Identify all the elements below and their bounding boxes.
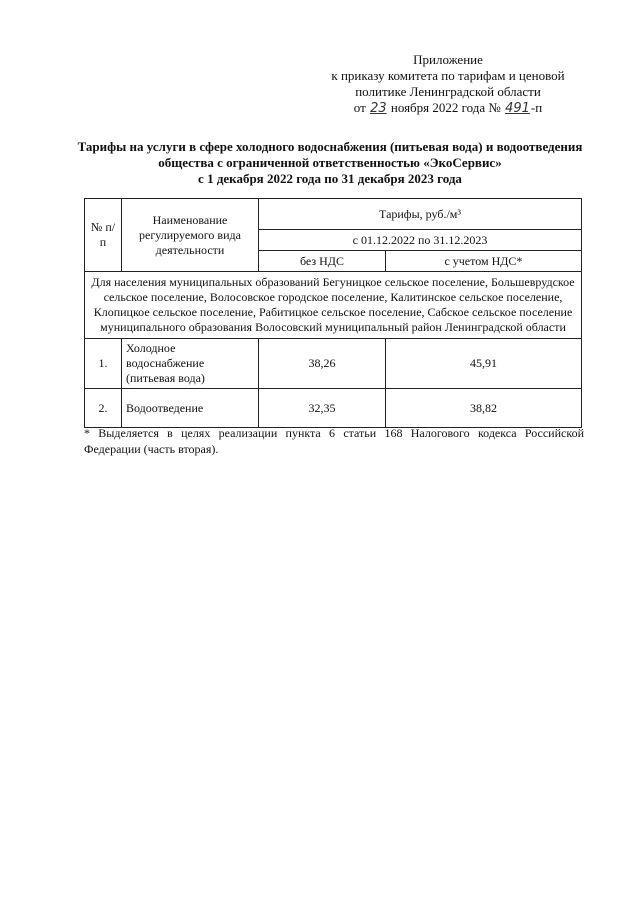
row-no-vat: 32,35 xyxy=(259,389,386,428)
header-no-vat: без НДС xyxy=(259,251,386,272)
header-tariffs: Тарифы, руб./м³ xyxy=(259,199,582,230)
table-row xyxy=(85,389,582,428)
appendix-order-ref: к приказу комитета по тарифам и ценовой xyxy=(331,68,565,83)
row-no-vat: 38,26 xyxy=(259,339,386,389)
date-rest: ноября 2022 года № xyxy=(390,100,501,115)
document-title xyxy=(60,139,600,187)
title-line-1: Тарифы на услуги в сфере холодного водоснабжения (питьевая вода) и водоотведения xyxy=(77,139,583,154)
row-name: Водоотведение xyxy=(122,389,259,428)
footnote: * Выделяется в целях реализации пункта 6 статьи 168 Налогового кодекса Российской Федерации (часть вторая). xyxy=(84,426,584,456)
row-name: Холодное водоснабжение (питьевая вода) xyxy=(122,339,259,389)
region-description: Для населения муниципальных образований Бегуницкое сельское поселение, Большеврудское сельское поселение, Волосовское городское поселение, Калитинское сельское поселение, Клопицкое сельское поселение, Рабитицкое сельское поселение, Сабское сельское поселение муниципального образования Волосовский муниципальный район Ленинградской области xyxy=(85,272,582,339)
header-period: с 01.12.2022 по 31.12.2023 xyxy=(259,230,582,251)
row-with-vat: 45,91 xyxy=(385,339,581,389)
region-row xyxy=(85,272,582,339)
header-name: Наименование регулируемого вида деятельности xyxy=(122,199,259,272)
table-row xyxy=(85,339,582,389)
appendix-label: Приложение xyxy=(413,52,483,67)
title-line-3: с 1 декабря 2022 года по 31 декабря 2023 года xyxy=(198,171,462,186)
appendix-committee: политике Ленинградской области xyxy=(355,84,541,99)
header-num: № п/п xyxy=(85,199,122,272)
row-with-vat: 38,82 xyxy=(385,389,581,428)
title-line-2: общества с ограниченной ответственностью «ЭкоСервис» xyxy=(158,155,502,170)
handwritten-day: 23 xyxy=(370,101,387,116)
date-prefix: от xyxy=(353,100,366,115)
header-with-vat: с учетом НДС* xyxy=(385,251,581,272)
appendix-header xyxy=(318,52,578,117)
order-suffix: -п xyxy=(530,100,543,115)
appendix-date-line xyxy=(318,100,578,117)
row-num: 1. xyxy=(85,339,122,389)
tariff-table xyxy=(84,198,582,428)
header-row-1 xyxy=(85,199,582,230)
handwritten-order-number: 491 xyxy=(505,101,530,116)
row-num: 2. xyxy=(85,389,122,428)
